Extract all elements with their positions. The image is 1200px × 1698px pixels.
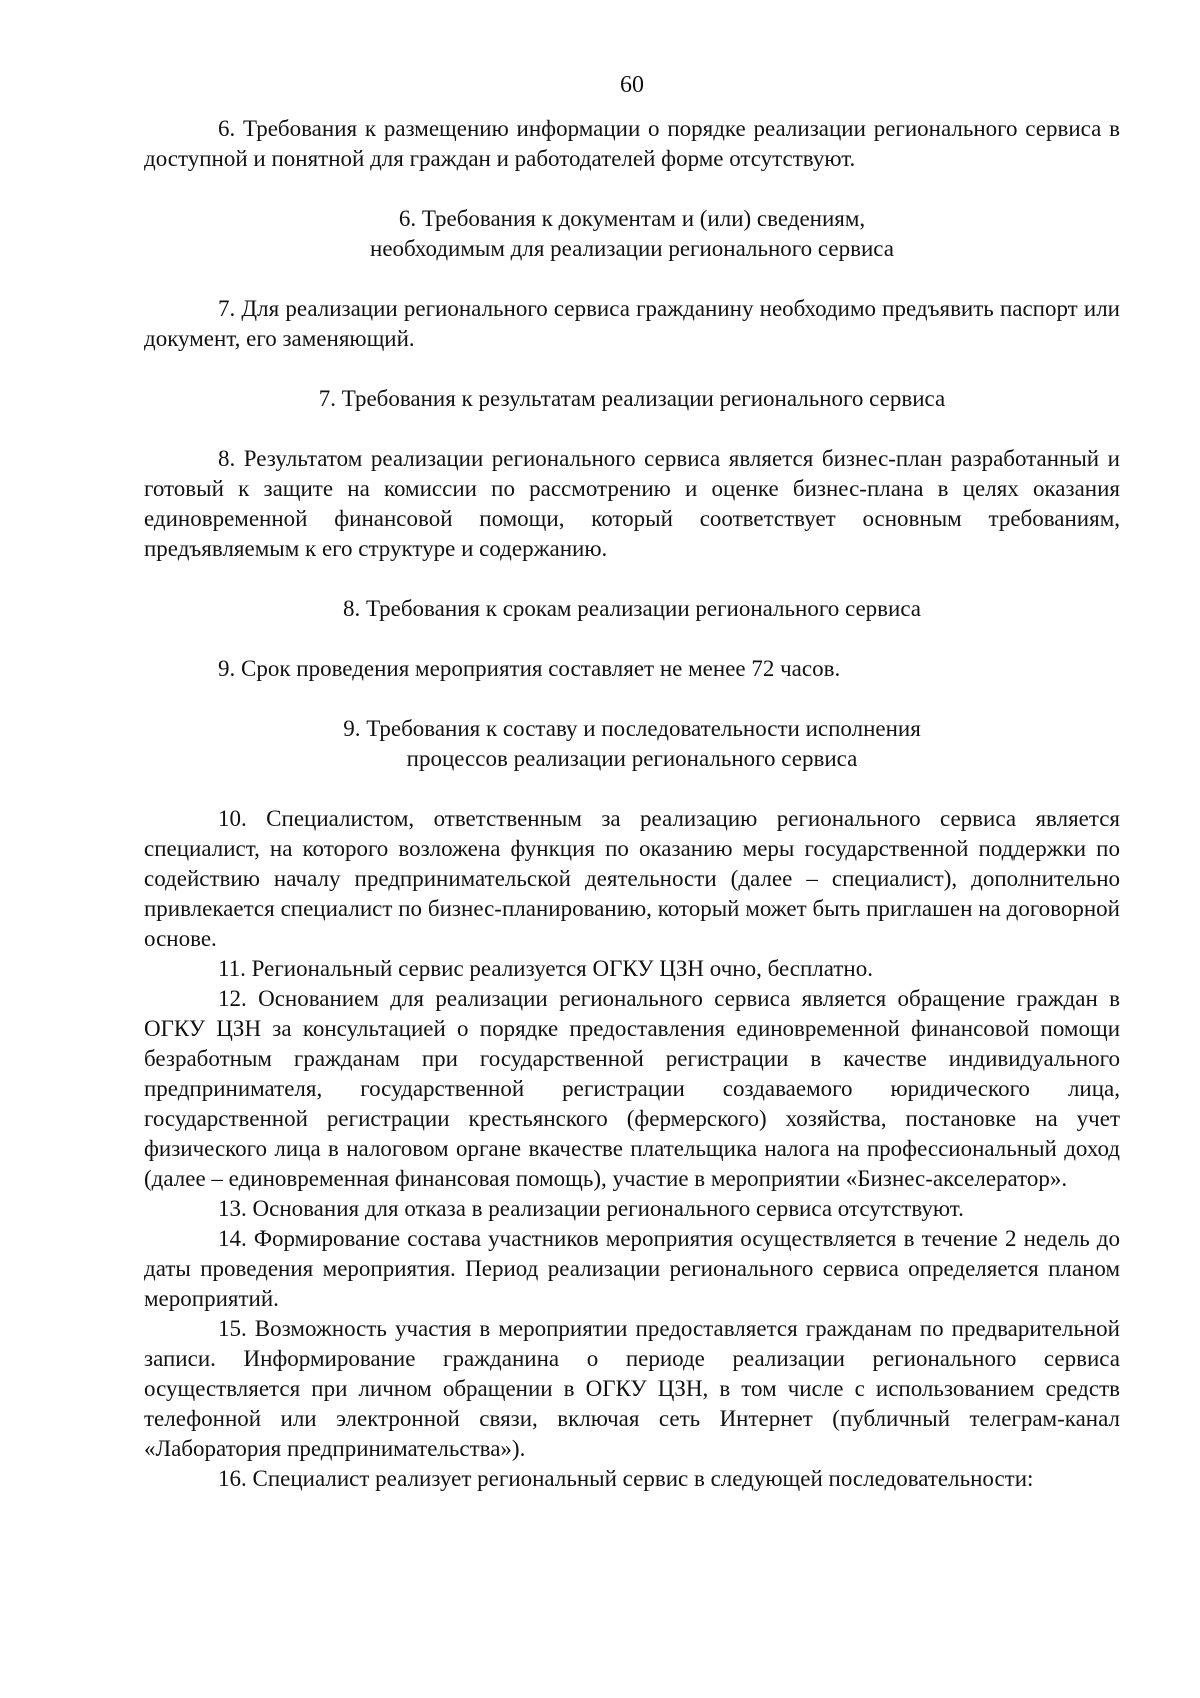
paragraph-11: 11. Региональный сервис реализуется ОГКУ ЦЗН очно, бесплатно. [218,956,873,981]
paragraph-14: 14. Формирование состава участников мероприятия осуществляется в течение 2 недель до даты проведения мероприятия. Период реализации регионального сервиса определяется планом мероприятий. [144,1226,1120,1311]
paragraph-10: 10. Специалистом, ответственным за реализацию регионального сервиса является специалист, на которого возложена функция по оказанию меры государственной поддержки по содействию началу предпринимательской деятельности (далее – специалист), дополнительно привлекается специалист по бизнес-планированию, который может быть приглашен на договорной основе. [144,806,1120,951]
paragraph-12: 12. Основанием для реализации регионального сервиса является обращение граждан в ОГКУ ЦЗН за консультацией о порядке предоставления единовременной финансовой помощи безработным гражданам при государственной регистрации в качестве индивидуального предпринимателя, государственной регистрации создаваемого юридического лица, государственной регистрации крестьянского (фермерского) хозяйства, постановке на учет физического лица в налоговом органе вкачестве плательщика налога на профессиональный доход (далее – единовременная финансовая помощь), участие в мероприятии «Бизнес-акселератор». [144,986,1120,1191]
heading-6-line-1: 6. Требования к документам и (или) сведениям, [398,206,866,231]
paragraph-15: 15. Возможность участия в мероприятии предоставляется гражданам по предварительной записи. Информирование гражданина о периоде реализации регионального сервиса осуществляется при личном обращении в ОГКУ ЦЗН, в том числе с использованием средств телефонной или электронной связи, включая сеть Интернет (публичный телеграм-канал «Лаборатория предпринимательства»). [144,1316,1120,1461]
heading-7 [144,384,1120,414]
heading-8-line-1: 8. Требования к срокам реализации регионального сервиса [342,596,922,621]
paragraph-16: 16. Специалист реализует региональный сервис в следующей последовательности: [218,1466,1034,1491]
heading-8 [144,594,1120,624]
heading-6-line-2: необходимым для реализации регионального сервиса [370,236,894,261]
document-page [144,70,1120,1494]
heading-6 [144,204,1120,264]
paragraph-9: 9. Срок проведения мероприятия составляет не менее 72 часов. [218,656,841,681]
paragraph-7: 7. Для реализации регионального сервиса гражданину необходимо предъявить паспорт или документ, его заменяющий. [144,296,1120,351]
heading-9-line-2: процессов реализации регионального сервиса [406,746,858,771]
heading-7-line-1: 7. Требования к результатам реализации регионального сервиса [318,386,946,411]
page-number: 60 [620,72,644,98]
paragraph-8: 8. Результатом реализации регионального сервиса является бизнес-план разработанный и готовый к защите на комиссии по рассмотрению и оценке бизнес-плана в целях оказания единовременной финансовой помощи, который соответствует основным требованиям, предъявляемым к его структуре и содержанию. [144,446,1120,561]
heading-9 [144,714,1120,774]
paragraph-6: 6. Требования к размещению информации о порядке реализации регионального сервиса в доступной и понятной для граждан и работодателей форме отсутствуют. [144,116,1120,171]
heading-9-line-1: 9. Требования к составу и последовательности исполнения [343,716,921,741]
paragraph-13: 13. Основания для отказа в реализации регионального сервиса отсутствуют. [218,1196,964,1221]
